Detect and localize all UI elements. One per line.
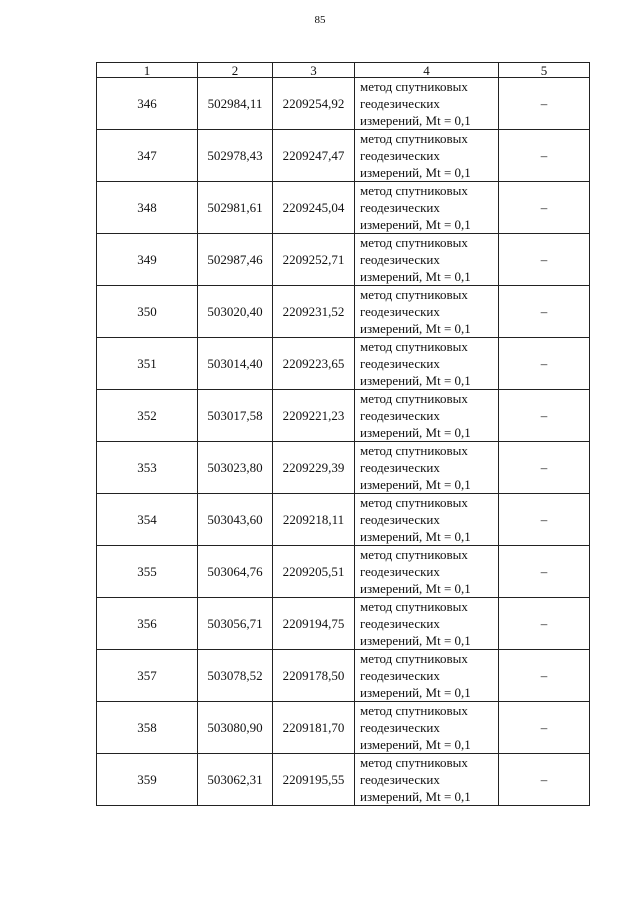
table-row <box>97 338 590 390</box>
note-cell: – <box>499 286 590 338</box>
table-row <box>97 598 590 650</box>
method-line: геодезических <box>360 356 440 371</box>
note-cell: – <box>499 546 590 598</box>
method-cell <box>355 286 499 338</box>
method-line: измерений, Mt = 0,1 <box>360 321 471 336</box>
y-coordinate-cell: 2209195,55 <box>273 754 355 806</box>
x-coordinate-cell: 502984,11 <box>198 78 273 130</box>
y-coordinate-cell: 2209229,39 <box>273 442 355 494</box>
method-line: геодезических <box>360 720 440 735</box>
note-cell: – <box>499 130 590 182</box>
method-line: геодезических <box>360 408 440 423</box>
method-cell <box>355 234 499 286</box>
note-cell: – <box>499 78 590 130</box>
table-row <box>97 494 590 546</box>
method-line: метод спутниковых <box>360 287 468 302</box>
y-coordinate-cell: 2209245,04 <box>273 182 355 234</box>
method-cell <box>355 754 499 806</box>
point-number-cell: 356 <box>97 598 198 650</box>
method-cell <box>355 650 499 702</box>
note-cell: – <box>499 234 590 286</box>
method-line: метод спутниковых <box>360 495 468 510</box>
header-col-4: 4 <box>355 63 499 78</box>
method-line: измерений, Mt = 0,1 <box>360 737 471 752</box>
table-row <box>97 754 590 806</box>
table-row <box>97 442 590 494</box>
method-line: метод спутниковых <box>360 339 468 354</box>
method-line: метод спутниковых <box>360 651 468 666</box>
method-line: геодезических <box>360 512 440 527</box>
note-cell: – <box>499 702 590 754</box>
method-line: измерений, Mt = 0,1 <box>360 477 471 492</box>
method-cell <box>355 442 499 494</box>
point-number-cell: 357 <box>97 650 198 702</box>
method-line: метод спутниковых <box>360 599 468 614</box>
point-number-cell: 358 <box>97 702 198 754</box>
point-number-cell: 355 <box>97 546 198 598</box>
method-line: метод спутниковых <box>360 703 468 718</box>
y-coordinate-cell: 2209194,75 <box>273 598 355 650</box>
method-line: геодезических <box>360 252 440 267</box>
table-row <box>97 130 590 182</box>
table-header-row <box>97 63 590 78</box>
method-cell <box>355 598 499 650</box>
x-coordinate-cell: 503020,40 <box>198 286 273 338</box>
point-number-cell: 350 <box>97 286 198 338</box>
x-coordinate-cell: 503064,76 <box>198 546 273 598</box>
x-coordinate-cell: 503062,31 <box>198 754 273 806</box>
method-line: метод спутниковых <box>360 755 468 770</box>
method-cell <box>355 338 499 390</box>
note-cell: – <box>499 598 590 650</box>
method-cell <box>355 182 499 234</box>
note-cell: – <box>499 754 590 806</box>
x-coordinate-cell: 503017,58 <box>198 390 273 442</box>
method-line: измерений, Mt = 0,1 <box>360 269 471 284</box>
note-cell: – <box>499 442 590 494</box>
method-line: измерений, Mt = 0,1 <box>360 217 471 232</box>
method-line: геодезических <box>360 148 440 163</box>
table-row <box>97 702 590 754</box>
point-number-cell: 359 <box>97 754 198 806</box>
method-line: геодезических <box>360 772 440 787</box>
method-cell <box>355 494 499 546</box>
method-line: геодезических <box>360 616 440 631</box>
method-cell <box>355 390 499 442</box>
method-line: геодезических <box>360 564 440 579</box>
method-line: метод спутниковых <box>360 391 468 406</box>
point-number-cell: 347 <box>97 130 198 182</box>
x-coordinate-cell: 503023,80 <box>198 442 273 494</box>
method-line: измерений, Mt = 0,1 <box>360 633 471 648</box>
method-line: измерений, Mt = 0,1 <box>360 789 471 804</box>
x-coordinate-cell: 503078,52 <box>198 650 273 702</box>
method-line: метод спутниковых <box>360 547 468 562</box>
method-line: метод спутниковых <box>360 79 468 94</box>
point-number-cell: 352 <box>97 390 198 442</box>
y-coordinate-cell: 2209181,70 <box>273 702 355 754</box>
x-coordinate-cell: 503080,90 <box>198 702 273 754</box>
point-number-cell: 349 <box>97 234 198 286</box>
x-coordinate-cell: 502987,46 <box>198 234 273 286</box>
table-row <box>97 546 590 598</box>
coordinates-table <box>96 62 590 806</box>
table-row <box>97 182 590 234</box>
method-line: метод спутниковых <box>360 183 468 198</box>
header-col-1: 1 <box>97 63 198 78</box>
method-line: измерений, Mt = 0,1 <box>360 685 471 700</box>
method-line: измерений, Mt = 0,1 <box>360 165 471 180</box>
table-row <box>97 234 590 286</box>
x-coordinate-cell: 502978,43 <box>198 130 273 182</box>
y-coordinate-cell: 2209223,65 <box>273 338 355 390</box>
x-coordinate-cell: 503014,40 <box>198 338 273 390</box>
point-number-cell: 354 <box>97 494 198 546</box>
point-number-cell: 353 <box>97 442 198 494</box>
table-row <box>97 286 590 338</box>
point-number-cell: 348 <box>97 182 198 234</box>
y-coordinate-cell: 2209252,71 <box>273 234 355 286</box>
note-cell: – <box>499 494 590 546</box>
point-number-cell: 351 <box>97 338 198 390</box>
table-row <box>97 390 590 442</box>
x-coordinate-cell: 503056,71 <box>198 598 273 650</box>
method-line: измерений, Mt = 0,1 <box>360 529 471 544</box>
y-coordinate-cell: 2209218,11 <box>273 494 355 546</box>
note-cell: – <box>499 650 590 702</box>
y-coordinate-cell: 2209178,50 <box>273 650 355 702</box>
method-line: измерений, Mt = 0,1 <box>360 581 471 596</box>
y-coordinate-cell: 2209254,92 <box>273 78 355 130</box>
header-col-2: 2 <box>198 63 273 78</box>
method-cell <box>355 78 499 130</box>
header-col-3: 3 <box>273 63 355 78</box>
note-cell: – <box>499 338 590 390</box>
method-line: метод спутниковых <box>360 235 468 250</box>
method-line: геодезических <box>360 96 440 111</box>
method-line: измерений, Mt = 0,1 <box>360 425 471 440</box>
page-number: 85 <box>314 14 326 26</box>
method-cell <box>355 546 499 598</box>
point-number-cell: 346 <box>97 78 198 130</box>
method-line: метод спутниковых <box>360 131 468 146</box>
y-coordinate-cell: 2209247,47 <box>273 130 355 182</box>
table-row <box>97 78 590 130</box>
note-cell: – <box>499 182 590 234</box>
method-line: геодезических <box>360 304 440 319</box>
method-cell <box>355 130 499 182</box>
method-line: измерений, Mt = 0,1 <box>360 113 471 128</box>
y-coordinate-cell: 2209231,52 <box>273 286 355 338</box>
method-line: геодезических <box>360 200 440 215</box>
method-line: геодезических <box>360 668 440 683</box>
table-row <box>97 650 590 702</box>
method-line: метод спутниковых <box>360 443 468 458</box>
method-line: геодезических <box>360 460 440 475</box>
table-body <box>97 78 590 806</box>
x-coordinate-cell: 503043,60 <box>198 494 273 546</box>
y-coordinate-cell: 2209205,51 <box>273 546 355 598</box>
method-cell <box>355 702 499 754</box>
header-col-5: 5 <box>499 63 590 78</box>
x-coordinate-cell: 502981,61 <box>198 182 273 234</box>
y-coordinate-cell: 2209221,23 <box>273 390 355 442</box>
note-cell: – <box>499 390 590 442</box>
method-line: измерений, Mt = 0,1 <box>360 373 471 388</box>
